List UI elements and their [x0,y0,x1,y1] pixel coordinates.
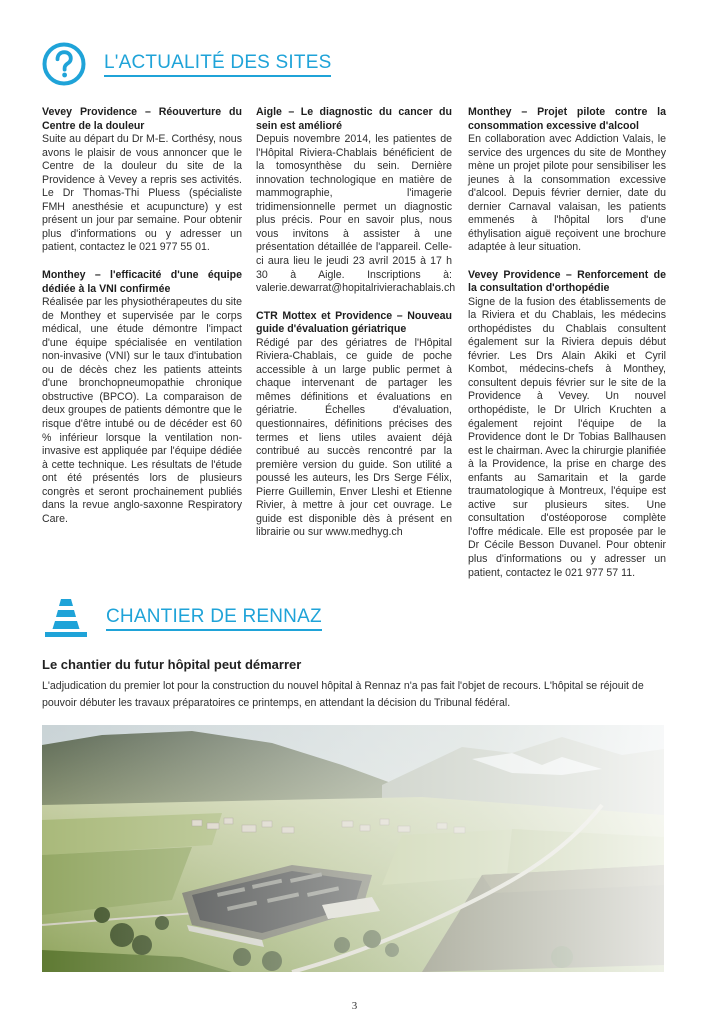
article-body: Signe de la fusion des établissements de la Riviera et du Chablais, les médecins orthopédistes du Chablais consultent également sur la Riviera depuis début février. Les Drs Alain Akiki et Cyril Kombot, médecins-chefs à Monthey, consultent depuis février sur le site de la Providence à Vevey. Un nouvel orthopédiste, le Dr Ulrich Kruchten a également rejoint l'équipe de la Providence dont le Dr Tobias Ballhausen est le chairman. Avec la chirurgie planifiée à la Providence, la prise en charge des enfants au Samaritain et la garde traumatologique à Montreux, l'équipe est active sur plusieurs sites. Une consultation d'ostéoporose complète l'offre médicale. Elle est proposée par le Dr Cécile Besson Duvanel. Pour obtenir plus d'informations ou y adresser un patient, contactez le 021 977 57 11. [468,295,666,579]
page-number: 3 [351,1000,358,1012]
article-body: Suite au départ du Dr M-E. Corthésy, nous avons le plaisir de vous annoncer que le Centre de la douleur du site de la Providence à Vevey a repris ses activités. Le Dr Thomas-Thi Pluess (spécialiste FMH anesthésie et acupuncture) y est présent un jour par semaine. Pour obtenir plus d'informations ou y adresser un patient, contactez le 021 977 55 01. [42,133,242,254]
traffic-cone-icon [42,596,90,640]
article-title: Aigle – Le diagnostic du cancer du sein est amélioré [256,106,452,132]
section-title: CHANTIER DE RENNAZ [106,606,322,631]
news-article [42,106,242,255]
article-body: En collaboration avec Addiction Valais, le service des urgences du site de Monthey mène un projet pilote pour sensibiliser les jeunes à la consommation excessive d'alcool. Depuis février dernier, date du dernier Carnaval valaisan, les patients emmenés à l'hôpital lors d'une éthylisation aiguë reçoivent une brochure adaptée à leur situation. [468,133,666,254]
news-article [42,269,242,526]
actualite-section-header [42,42,331,86]
chantier-section-header [42,596,322,640]
article-title: Monthey – l'efficacité d'une équipe dédiée à la VNI confirmée [42,269,242,295]
news-column-1 [42,106,242,540]
news-column-3 [468,106,666,594]
article-title: Le chantier du futur hôpital peut démarrer [42,657,302,672]
question-mark-icon [42,42,86,86]
article-title: Vevey Providence – Renforcement de la consultation d'orthopédie [468,268,666,295]
article-body: Depuis novembre 2014, les patientes de l'Hôpital Riviera-Chablais bénéficient de la tomosynthèse du sein. Dernière innovation technologique en matière de mammographie, l'imagerie tridimensionnelle permet un diagnostic plus précis. Pour en savoir plus, nous vous invitons à assister à une présentation détaillée de l'appareil. Celle-ci aura lieu le jeudi 23 avril 2015 à 17 h 30 à Aigle. Inscriptions à: valerie.dewarrat@hopitalrivierachablais.ch [256,133,456,295]
article-body: L'adjudication du premier lot pour la construction du nouvel hôpital à Rennaz n'a pas fait l'objet de recours. L'hôpital se réjouit de pouvoir débuter les travaux préparatoires ce printemps, en attendant la décision du Tribunal fédéral. [42,680,644,709]
news-article [256,106,456,296]
news-article [256,310,452,540]
article-title: Vevey Providence – Réouverture du Centre de la douleur [42,106,242,132]
section-title: L'ACTUALITÉ DES SITES [104,52,331,77]
article-body: Réalisée par les physiothérapeutes du site de Monthey et supervisée par le corps médical, une étude démontre l'impact d'une équipe spécialisée en ventilation non-invasive (VNI) sur le taux d'intubation ou de décès chez les patients atteints d'une bronchopneumopathie chronique obstructive (BPCO). La comparaison de deux groupes de patients démontre que le risque d'être intubé ou de décéder est 60 % inférieur lorsque la ventilation non-invasive est appliquée par l'équipe dédiée à cette technique. Les résultats de l'étude ont été présentés lors de plusieurs congrès et seront prochainement publiés dans la revue anglo-saxonne Respiratory Care. [42,296,242,525]
hospital-aerial-rendering-image [42,725,664,972]
chantier-article [42,657,666,712]
news-article [468,269,666,581]
news-article [468,106,666,255]
article-body: Rédigé par des gériatres de l'Hôpital Riviera-Chablais, ce guide de poche accessible à un large public permet à chaque intervenant de partager les mêmes définitions et évaluations en gériatrie. Échelles d'évaluation, questionnaires, définitions précises des termes et liens utiles avaient déjà contribué au succès rencontré par la première version du guide. Son utilité a poussé les auteurs, les Drs Serge Félix, Pierre Guillemin, Enver Lleshi et Etienne Rivier, à mettre à jour cet ouvrage. Le guide est disponible dès à présent en librairie ou sur www.medhyg.ch [256,336,452,539]
news-column-2 [256,106,456,553]
article-title: Monthey – Projet pilote contre la consommation excessive d'alcool [468,106,666,132]
article-title: CTR Mottex et Providence – Nouveau guide d'évaluation gériatrique [256,309,452,336]
hospital-aerial-rendering [42,725,664,972]
